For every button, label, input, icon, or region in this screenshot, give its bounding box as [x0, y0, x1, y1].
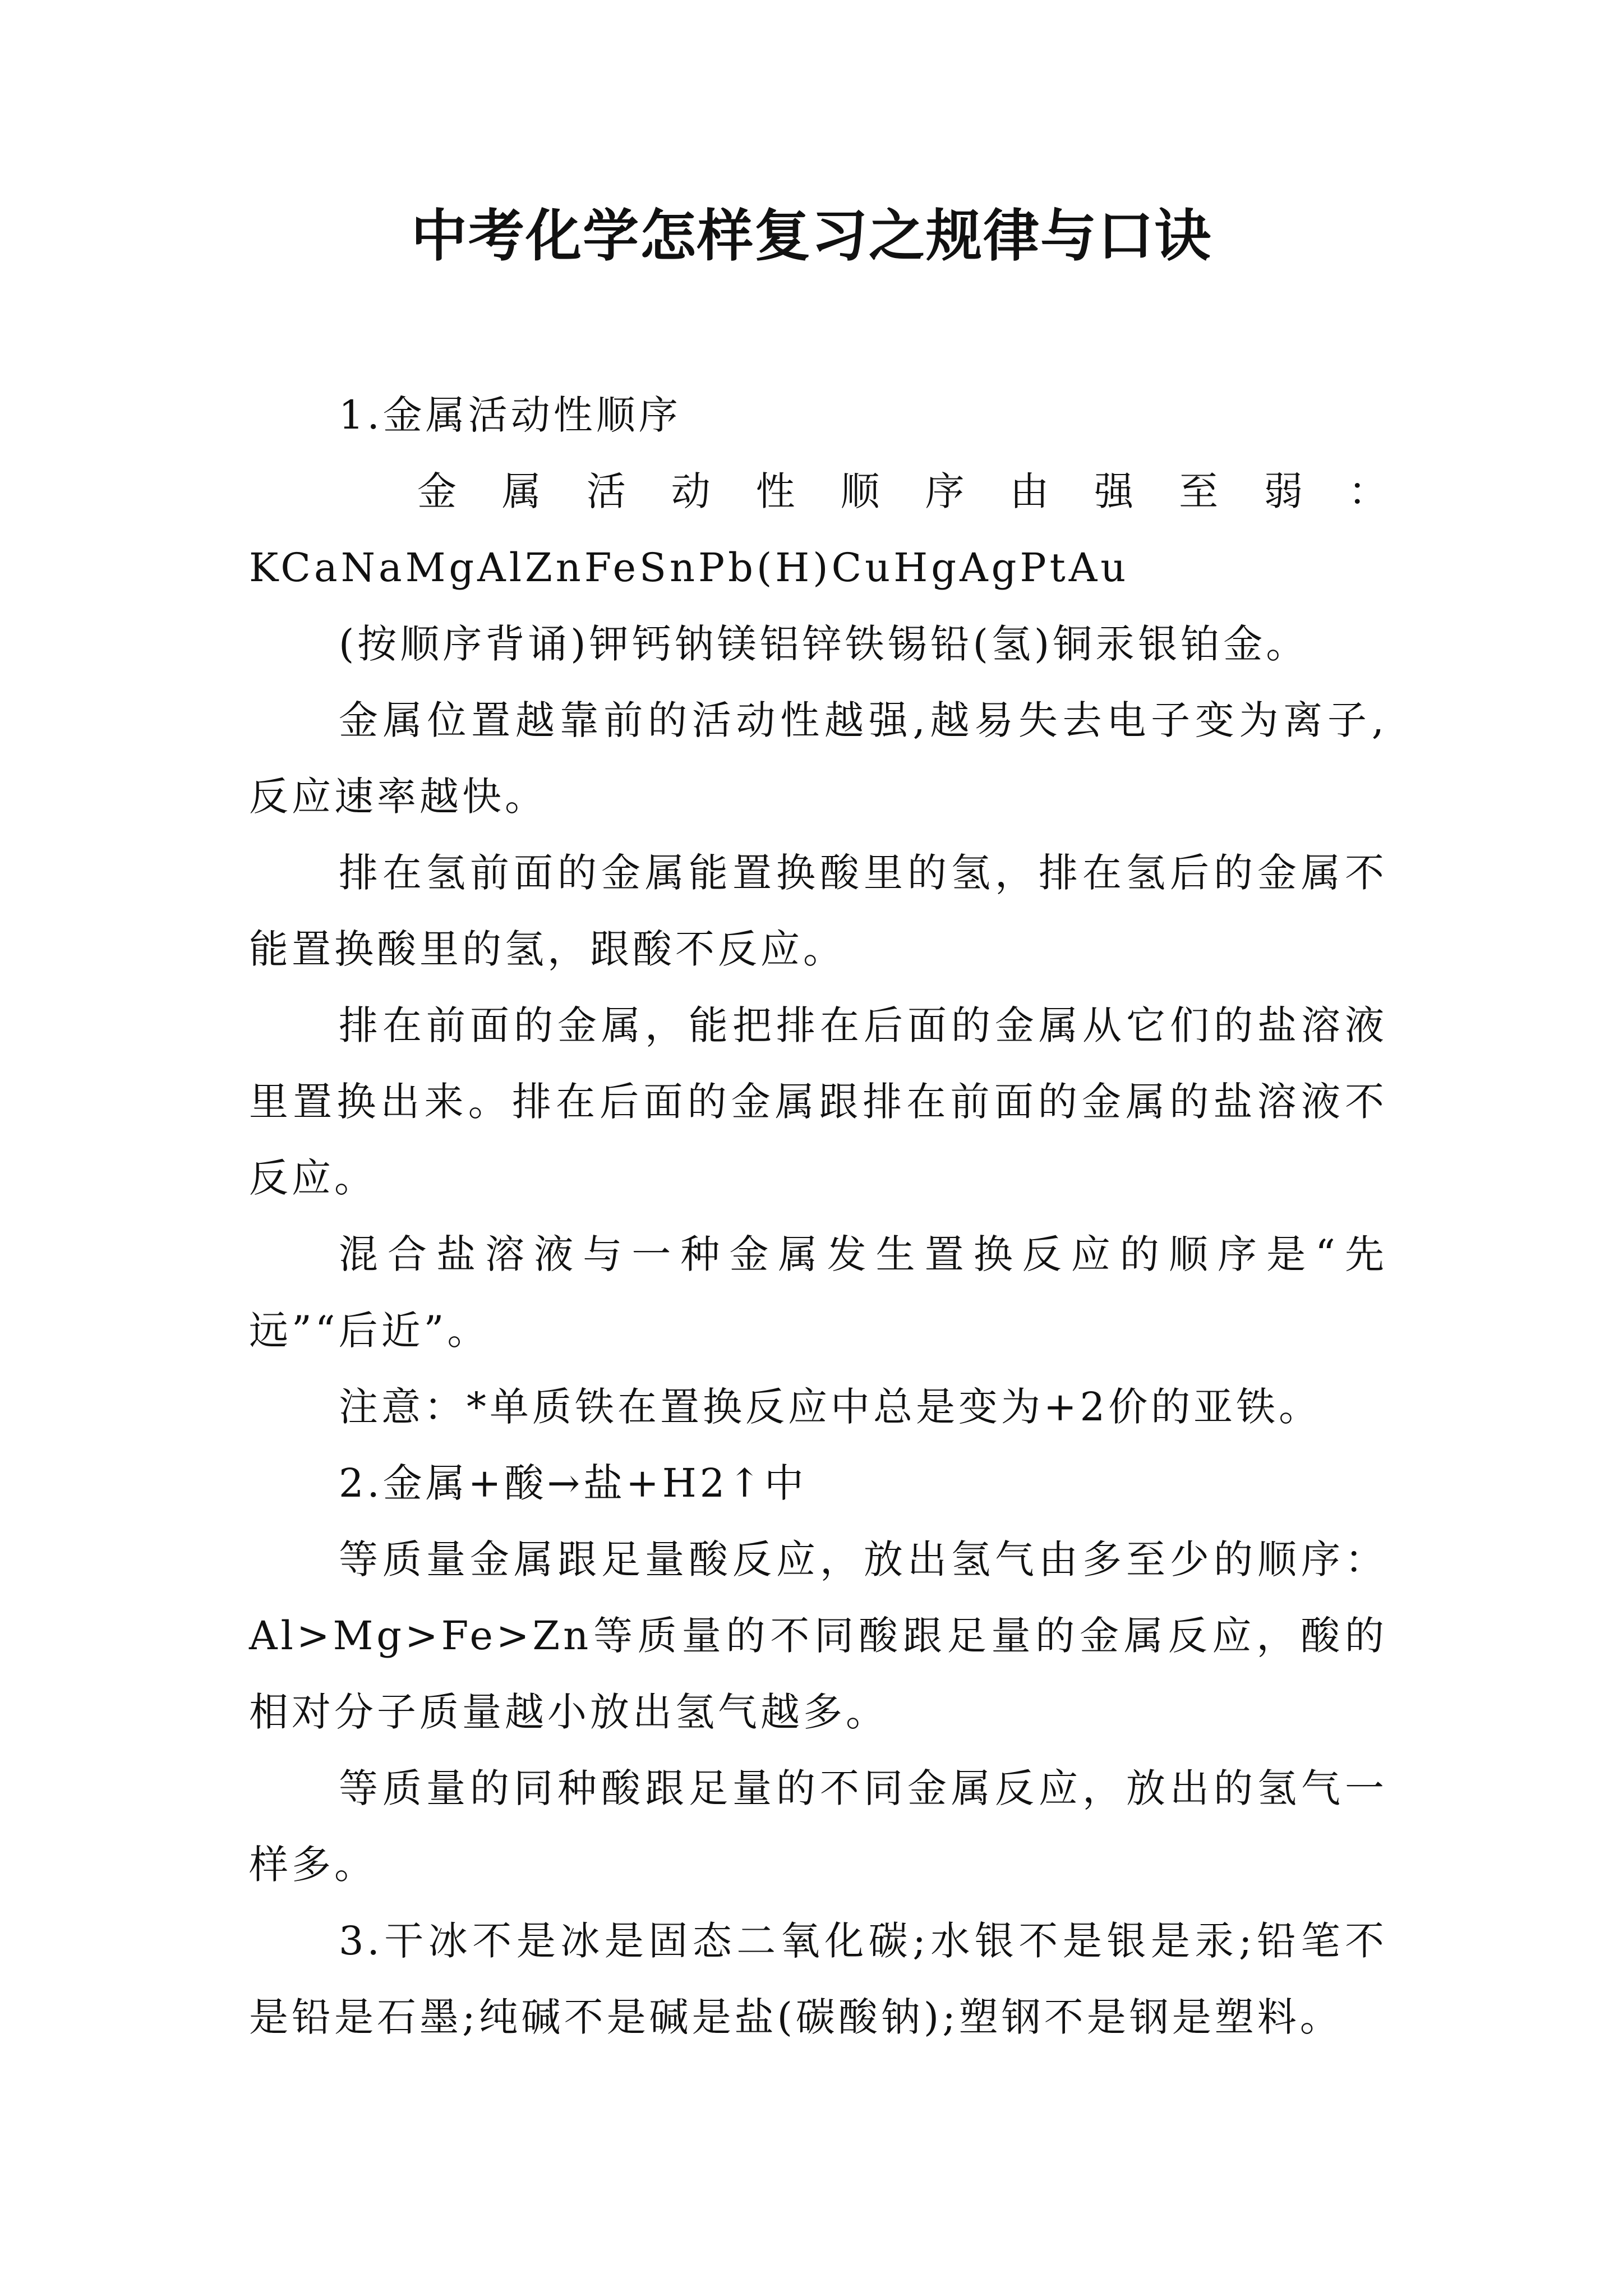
document-body	[249, 377, 1387, 2055]
paragraph-position-activity: 金属位置越靠前的活动性越强,越易失去电子变为离子,反应速率越快。	[249, 697, 1387, 820]
paragraph-iron-note: 注意：*单质铁在置换反应中总是变为+2价的亚铁。	[339, 1384, 1322, 1430]
paragraph-equal-mass-acid: 等质量的同种酸跟足量的不同金属反应，放出的氢气一样多。	[249, 1765, 1387, 1888]
paragraph-salt-displacement: 排在前面的金属，能把排在后面的金属从它们的盐溶液里置换出来。排在后面的金属跟排在前面的金属的盐溶液不反应。	[249, 1002, 1387, 1201]
paragraph-mixed-salt-order: 混合盐溶液与一种金属发生置换反应的顺序是“先远”“后近”。	[249, 1231, 1387, 1354]
paragraph-activity-order-intro: 金属活动性顺序由强至弱：	[417, 468, 1387, 514]
document-title: 中考化学怎样复习之规律与口诀	[411, 203, 1212, 269]
section-heading-metal-acid: 2.金属+酸→盐+H2↑中	[339, 1460, 807, 1506]
paragraph-misnomers: 3.干冰不是冰是固态二氧化碳;水银不是银是汞;铅笔不是铅是石墨;纯碱不是碱是盐(碳酸钠);塑钢不是钢是塑料。	[249, 1918, 1387, 2040]
paragraph-element-symbols: KCaNaMgAlZnFeSnPb(H)CuHgAgPtAu	[249, 545, 1129, 591]
paragraph-equal-mass-metals: 等质量金属跟足量酸反应，放出氢气由多至少的顺序：Al>Mg>Fe>Zn等质量的不同酸跟足量的金属反应，酸的相对分子质量越小放出氢气越多。	[249, 1536, 1387, 1735]
section-heading-metal-activity: 1.金属活动性顺序	[339, 392, 681, 438]
paragraph-memorize-order: (按顺序背诵)钾钙钠镁铝锌铁锡铅(氢)铜汞银铂金。	[339, 621, 1309, 667]
paragraph-hydrogen-displacement: 排在氢前面的金属能置换酸里的氢，排在氢后的金属不能置换酸里的氢，跟酸不反应。	[249, 850, 1387, 972]
